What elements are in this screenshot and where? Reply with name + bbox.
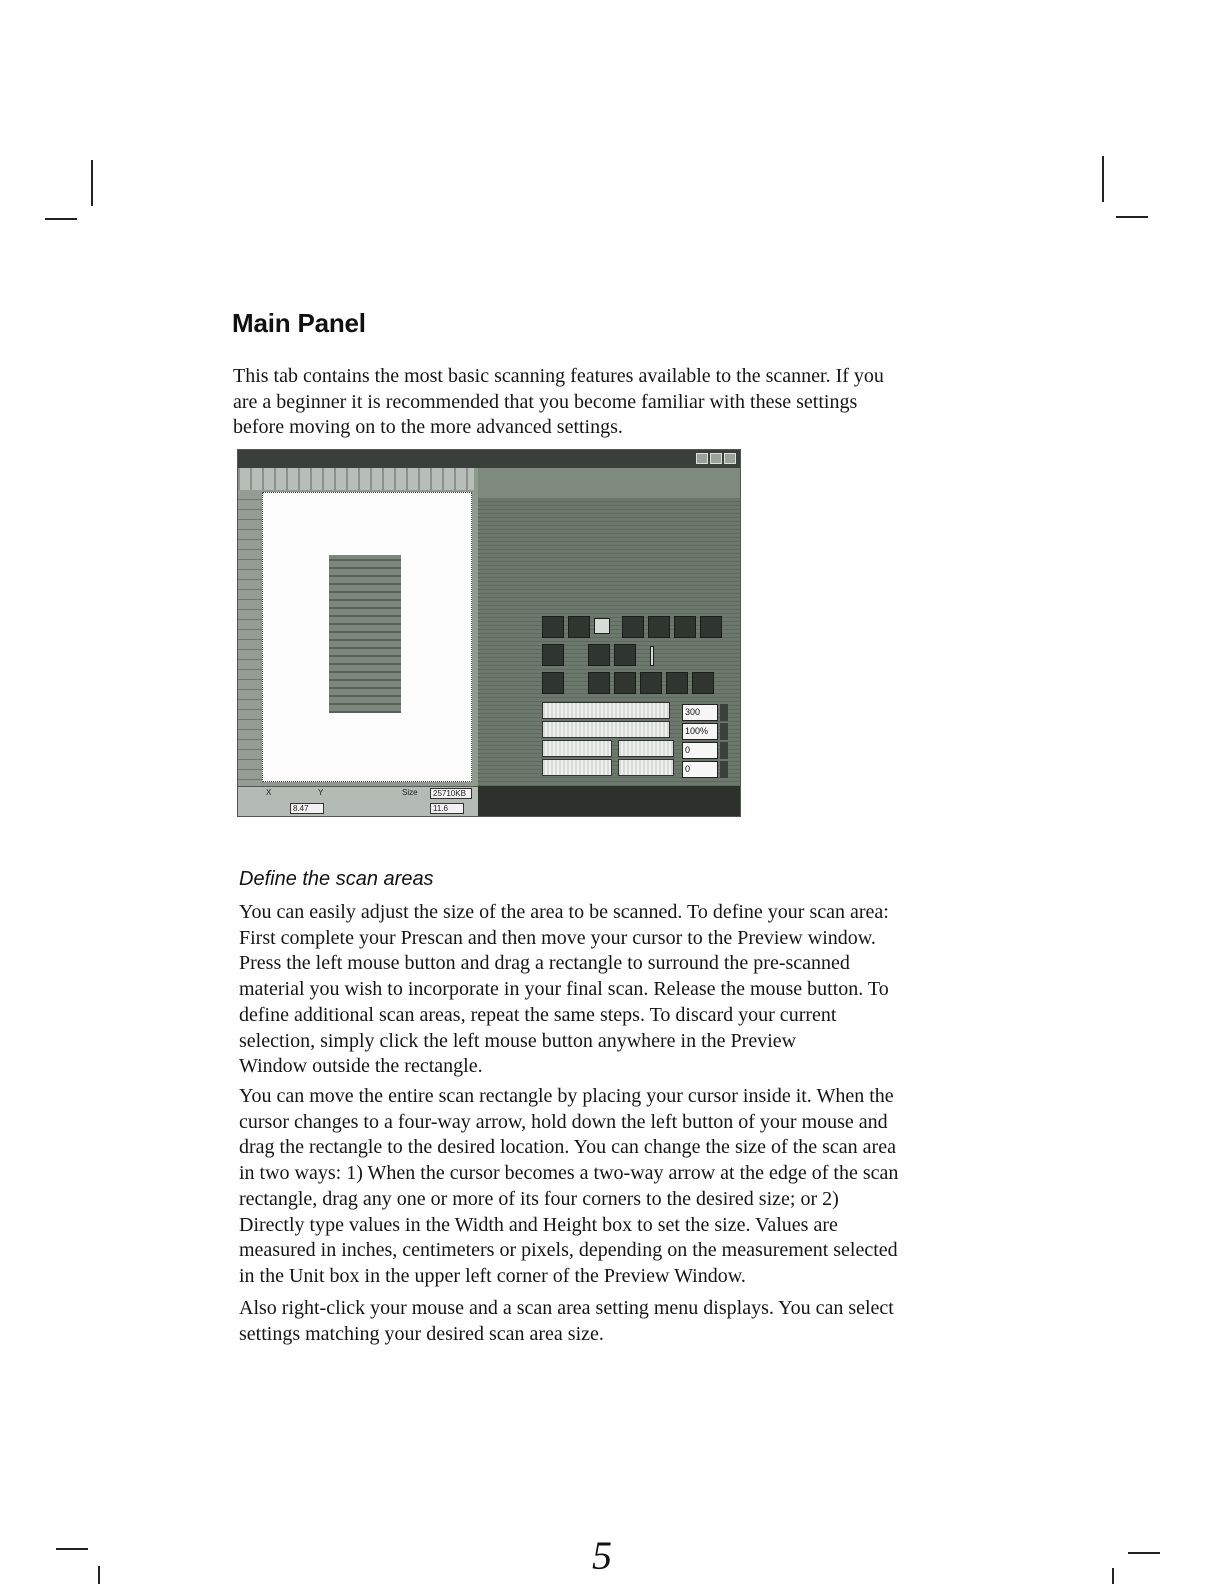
text-line: Press the left mouse button and drag a rectangle to surround the pre-scanned [239,952,850,975]
crop-mark [1116,216,1148,218]
setting-field [618,740,674,757]
text-line: You can move the entire scan rectangle by placing your cursor inside it. When the [239,1085,894,1107]
tool-icon [666,672,688,694]
spinner-icon [720,704,728,721]
maximize-icon [710,453,722,464]
tool-icon [542,616,564,638]
crop-mark [1102,156,1104,202]
tool-icon [674,616,696,638]
text-line: settings matching your desired scan area size. [239,1322,604,1345]
tool-icon [622,616,644,638]
text-line: You can easily adjust the size of the area to be scanned. To define your scan area: [239,901,889,923]
text-line: before moving on to the more advanced settings. [233,416,623,439]
crop-mark [1112,1568,1114,1584]
scanner-main-panel-screenshot [237,449,741,817]
status-bar [238,786,478,817]
text-line: in two ways: 1) When the cursor becomes a two-way arrow at the edge of the scan [239,1162,899,1185]
panel-bottom-bar [478,786,741,817]
close-icon [724,453,736,464]
text-line: Also right-click your mouse and a scan area setting menu displays. You can select [239,1297,894,1319]
vertical-ruler [238,490,262,790]
text-line: in the Unit box in the upper left corner of the Preview Window. [239,1264,746,1287]
bar-icon [650,646,654,666]
tool-icon [614,672,636,694]
text-line: drag the rectangle to the desired location. You can change the size of the scan area [239,1136,896,1159]
text-line: This tab contains the most basic scanning features available to the scanner. If you [233,365,884,387]
scale-value: 100% [682,723,718,740]
tool-icon [588,672,610,694]
tool-icon [614,644,636,666]
tool-icon [692,672,714,694]
tool-icon [640,672,662,694]
tool-icon [700,616,722,638]
crop-mark [91,160,93,206]
text-line: Directly type values in the Width and Height box to set the size. Values are [239,1213,838,1236]
setting-field [542,740,612,757]
scan-area-paragraph-2 [239,1084,898,1290]
intro-paragraph [233,364,884,441]
text-line: Window outside the rectangle. [239,1055,483,1078]
spinner-icon [720,742,728,759]
crop-mark [1128,1552,1160,1554]
spinner-icon [720,723,728,740]
tool-icon [542,672,564,694]
text-line: material you wish to incorporate in your final scan. Release the mouse button. To [239,978,889,1001]
tool-icon [588,644,610,666]
scan-area-paragraph-3 [239,1296,894,1347]
crop-mark [45,218,77,220]
page-title: Main Panel [232,308,366,338]
adjust-value: 0 [682,742,718,759]
text-line: rectangle, drag any one or more of its four corners to the desired size; or 2) [239,1187,839,1210]
frame-icon [594,618,610,634]
text-line: selection, simply click the left mouse button anywhere in the Preview [239,1029,797,1052]
tool-icon [542,644,564,666]
adjust-value: 0 [682,761,718,778]
size-label: Size [402,788,418,797]
page-number: 5 [592,1533,612,1578]
text-line: cursor changes to a four-way arrow, hold down the left button of your mouse and [239,1110,888,1133]
text-line: measured in inches, centimeters or pixels, depending on the measurement selected [239,1239,898,1262]
y-value: 11.6 [430,803,464,814]
prescanned-image [329,555,401,713]
crop-mark [56,1548,88,1550]
panel-header [478,468,741,498]
x-value: 8.47 [290,803,324,814]
text-line: define additional scan areas, repeat the same steps. To discard your current [239,1003,837,1026]
text-line: are a beginner it is recommended that you become familiar with these settings [233,390,858,413]
setting-field [618,759,674,776]
preview-window [262,492,472,782]
setting-field [542,721,670,738]
tool-icon [568,616,590,638]
scan-area-paragraph-1 [239,900,889,1080]
setting-field [542,759,612,776]
spinner-icon [720,761,728,778]
setting-field [542,702,670,719]
window-titlebar [238,450,741,468]
minimize-icon [696,453,708,464]
section-subheading: Define the scan areas [239,868,434,890]
preview-toolbar [238,468,474,490]
resolution-value: 300 [682,704,718,721]
tool-icon [648,616,670,638]
size-value: 25710KB [430,788,472,799]
crop-mark [98,1566,100,1584]
x-label: X [266,788,272,797]
text-line: First complete your Prescan and then move your cursor to the Preview window. [239,926,876,949]
y-label: Y [318,788,324,797]
